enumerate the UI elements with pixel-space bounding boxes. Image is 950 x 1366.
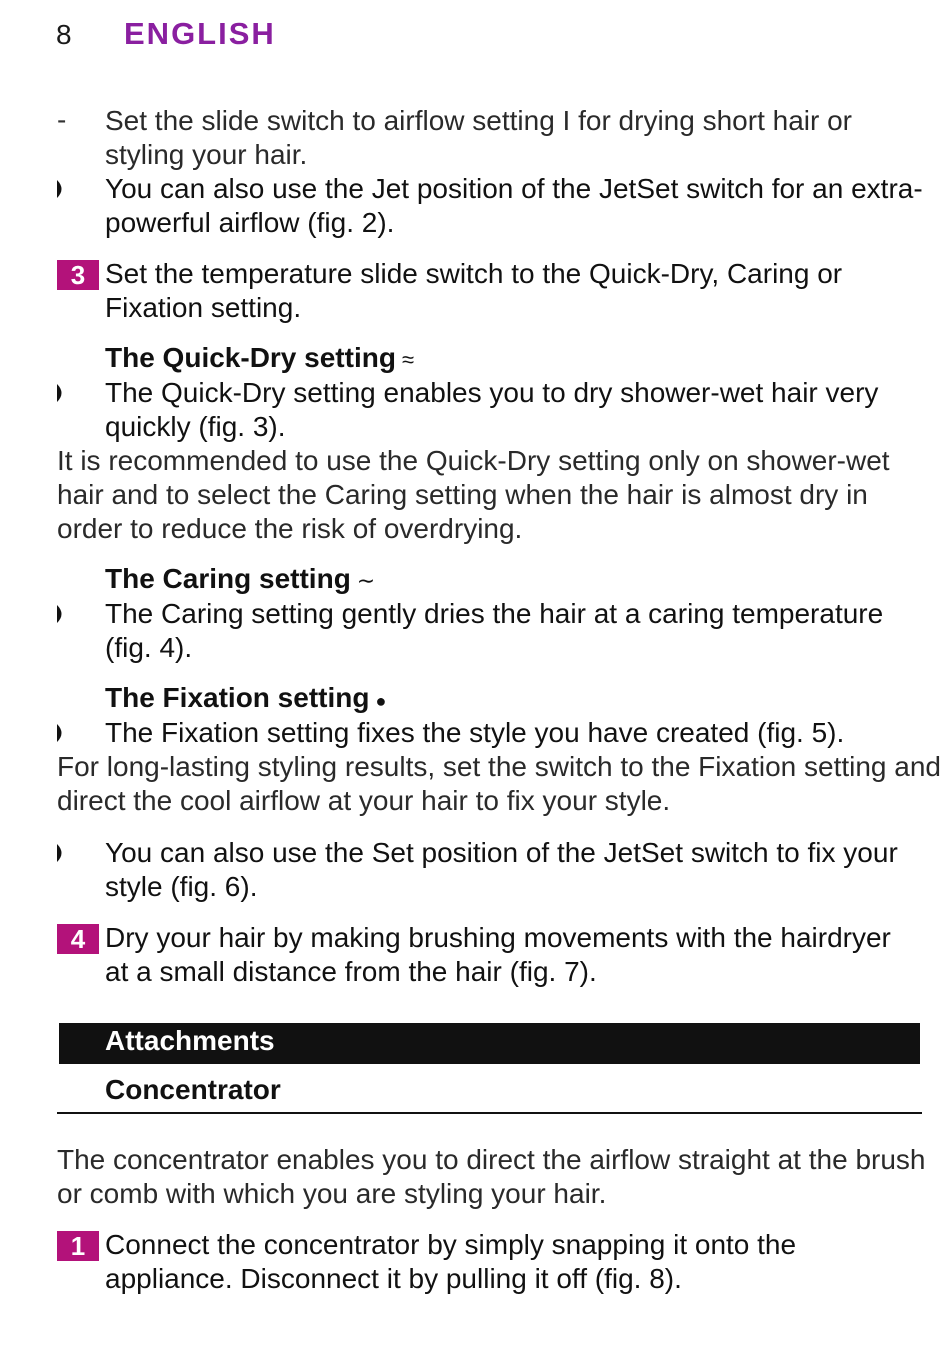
bullet-icon — [57, 844, 66, 862]
text-line: styling your hair. — [105, 139, 308, 170]
bullet-icon — [57, 180, 66, 198]
text-line: powerful airflow (fig. 2). — [105, 207, 395, 238]
section-bar-attachments — [59, 1023, 920, 1064]
text-line: direct the cool airflow at your hair to fix your style. — [57, 785, 671, 816]
subheading-text: The Fixation setting — [105, 682, 370, 713]
step-number-badge: 1 — [57, 1231, 99, 1261]
text-line: Connect the concentrator by simply snapping it onto the — [105, 1229, 797, 1260]
text-line: You can also use the Set position of the JetSet switch to fix your — [105, 837, 898, 868]
quickdry-symbol-icon: ≈ — [401, 347, 415, 372]
text-line: (fig. 4). — [105, 632, 193, 663]
section-title: ENGLISH — [124, 16, 276, 51]
text-line: appliance. Disconnect it by pulling it off (fig. 8). — [105, 1263, 682, 1294]
step-number-badge: 3 — [57, 260, 99, 290]
page-header — [56, 16, 276, 52]
bullet-icon — [57, 605, 66, 623]
subheading-caring — [105, 563, 375, 595]
text-line: quickly (fig. 3). — [105, 411, 286, 442]
dash-marker: - — [57, 104, 67, 135]
text-line: Set the temperature slide switch to the Quick-Dry, Caring or — [105, 258, 843, 289]
bullet-icon — [57, 384, 66, 402]
subheading-text: The Quick-Dry setting — [105, 342, 396, 373]
text-line: It is recommended to use the Quick-Dry setting only on shower-wet — [57, 445, 890, 476]
text-line: The Caring setting gently dries the hair at a caring temperature — [105, 598, 884, 629]
subheading-concentrator: Concentrator — [105, 1074, 281, 1105]
text-line: The concentrator enables you to direct the airflow straight at the brush — [57, 1144, 926, 1175]
text-line: Dry your hair by making brushing movements with the hairdryer — [105, 922, 891, 953]
text-line: hair and to select the Caring setting when the hair is almost dry in — [57, 479, 868, 510]
fixation-symbol-icon: ● — [375, 691, 387, 711]
divider — [57, 1112, 922, 1114]
text-line: Set the slide switch to airflow setting I for drying short hair or — [105, 105, 852, 136]
text-line: You can also use the Jet position of the JetSet switch for an extra- — [105, 173, 923, 204]
text-line: style (fig. 6). — [105, 871, 258, 902]
text-line: Fixation setting. — [105, 292, 302, 323]
subheading-quickdry — [105, 342, 414, 374]
text-line: at a small distance from the hair (fig. 7). — [105, 956, 597, 987]
text-line: For long-lasting styling results, set the switch to the Fixation setting and — [57, 751, 941, 782]
text-line: The Fixation setting fixes the style you have created (fig. 5). — [105, 717, 845, 748]
bullet-icon — [57, 724, 66, 742]
step-number-badge: 4 — [57, 924, 99, 954]
text-line: order to reduce the risk of overdrying. — [57, 513, 523, 544]
page-number: 8 — [56, 19, 72, 50]
section-bar-title: Attachments — [105, 1025, 275, 1056]
subheading-fixation — [105, 682, 386, 714]
caring-symbol-icon: ∼ — [356, 568, 376, 593]
text-line: or comb with which you are styling your hair. — [57, 1178, 607, 1209]
text-line: The Quick-Dry setting enables you to dry shower-wet hair very — [105, 377, 879, 408]
subheading-text: The Caring setting — [105, 563, 351, 594]
